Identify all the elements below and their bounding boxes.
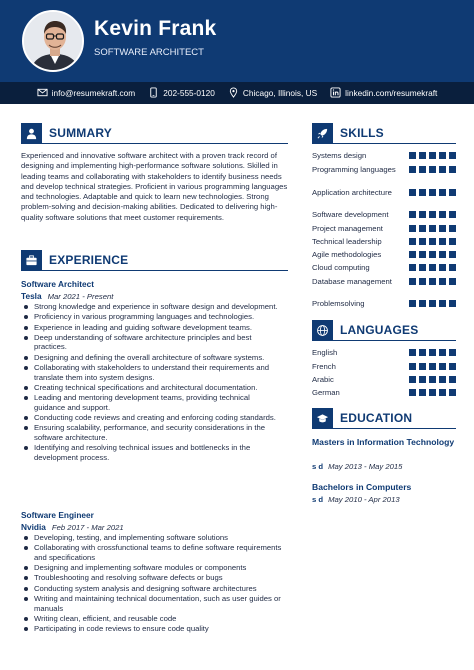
list-item: Leading and mentoring development teams, providing technical guidance and support. — [21, 393, 283, 412]
rating-square — [449, 278, 456, 285]
job-company-line — [21, 291, 113, 301]
skill-row — [312, 299, 456, 309]
rating-square — [449, 211, 456, 218]
linkedin-icon — [330, 87, 341, 100]
rating-square — [449, 300, 456, 307]
job-company: Nvidia — [21, 522, 46, 532]
candidate-name: Kevin Frank — [94, 17, 217, 40]
education-meta — [312, 495, 400, 504]
rating-square — [449, 152, 456, 159]
skill-row — [312, 237, 456, 247]
rating-square — [419, 376, 426, 383]
location-text: Chicago, Illinois, US — [242, 88, 318, 98]
skill-name: Project management — [312, 224, 383, 233]
graduation-cap-icon — [312, 408, 333, 429]
education-school: s d — [312, 495, 324, 504]
location-pin-icon — [228, 87, 239, 100]
job-dates: Mar 2021 - Present — [47, 292, 114, 301]
rating-square — [419, 152, 426, 159]
skill-name: Cloud computing — [312, 263, 370, 272]
rating-square — [419, 166, 426, 173]
rating-square — [439, 363, 446, 370]
rating-square — [419, 278, 426, 285]
job-dates: Feb 2017 - Mar 2021 — [51, 523, 124, 532]
rating-square — [449, 389, 456, 396]
candidate-title: SOFTWARE ARCHITECT — [94, 47, 204, 58]
rating-square — [409, 349, 416, 356]
rating-square — [439, 264, 446, 271]
rating-square — [439, 238, 446, 245]
job-role: Software Architect — [21, 279, 94, 289]
email-icon — [37, 87, 48, 100]
languages-heading — [312, 320, 456, 341]
list-item: Writing and maintaining technical documentation, such as user guides or manuals — [21, 594, 283, 613]
list-item: Conducting code reviews and creating and enforcing coding standards. — [21, 413, 283, 423]
languages-title: LANGUAGES — [340, 323, 419, 337]
rocket-icon — [312, 123, 333, 144]
skill-name: Systems design — [312, 151, 367, 160]
rating-square — [449, 376, 456, 383]
rating-square — [439, 278, 446, 285]
skill-name: Database management — [312, 277, 392, 286]
skill-level-rating — [409, 264, 456, 271]
skill-name: Application architecture — [312, 188, 392, 197]
rating-square — [419, 225, 426, 232]
rating-square — [409, 251, 416, 258]
language-name: German — [312, 388, 340, 397]
rating-square — [419, 251, 426, 258]
education-school: s d — [312, 462, 324, 471]
rating-square — [409, 189, 416, 196]
skill-level-rating — [409, 166, 456, 173]
rating-square — [409, 211, 416, 218]
skill-name: Programming languages — [312, 165, 396, 174]
contact-bar — [0, 82, 474, 104]
experience-title: EXPERIENCE — [49, 253, 129, 267]
rating-square — [419, 211, 426, 218]
language-level-rating — [409, 349, 456, 356]
rating-square — [449, 264, 456, 271]
summary-heading — [21, 123, 288, 144]
contact-linkedin[interactable] — [330, 87, 437, 100]
skill-row — [312, 165, 456, 175]
list-item: Developing, testing, and implementing software solutions — [21, 533, 283, 543]
list-item: Deep understanding of software architecture principles and best practices. — [21, 333, 283, 352]
education-title: EDUCATION — [340, 411, 413, 425]
contact-email[interactable] — [37, 87, 136, 100]
rating-square — [409, 152, 416, 159]
rating-square — [429, 278, 436, 285]
skill-row — [312, 250, 456, 260]
language-name: Arabic — [312, 375, 334, 384]
rating-square — [439, 251, 446, 258]
briefcase-icon — [21, 250, 42, 271]
list-item: Participating in code reviews to ensure code quality — [21, 624, 283, 634]
language-row — [312, 348, 456, 358]
phone-icon — [148, 87, 159, 100]
education-degree: Masters in Information Technology — [312, 437, 455, 447]
rating-square — [429, 166, 436, 173]
rating-square — [409, 278, 416, 285]
rating-square — [419, 300, 426, 307]
language-level-rating — [409, 389, 456, 396]
language-row — [312, 362, 456, 372]
rating-square — [429, 238, 436, 245]
rating-square — [449, 251, 456, 258]
list-item: Troubleshooting and resolving software defects or bugs — [21, 573, 283, 583]
language-level-rating — [409, 363, 456, 370]
skill-name: Agile methodologies — [312, 250, 382, 259]
skill-row — [312, 188, 456, 198]
globe-icon — [312, 320, 333, 341]
skill-level-rating — [409, 189, 456, 196]
skill-level-rating — [409, 225, 456, 232]
education-meta — [312, 462, 402, 471]
rating-square — [419, 389, 426, 396]
experience-heading — [21, 250, 288, 271]
rating-square — [419, 363, 426, 370]
rating-square — [409, 166, 416, 173]
language-name: French — [312, 362, 336, 371]
skill-row — [312, 151, 456, 161]
skill-row — [312, 263, 456, 273]
education-dates: May 2010 - Apr 2013 — [328, 495, 400, 504]
rating-square — [429, 349, 436, 356]
rating-square — [439, 349, 446, 356]
rating-square — [439, 152, 446, 159]
rating-square — [429, 300, 436, 307]
contact-location — [228, 87, 317, 100]
rating-square — [449, 225, 456, 232]
rating-square — [419, 349, 426, 356]
summary-title: SUMMARY — [49, 126, 112, 140]
job-bullets — [21, 302, 283, 463]
rating-square — [449, 363, 456, 370]
list-item: Creating technical specifications and architectural documentation. — [21, 383, 283, 393]
rating-square — [409, 376, 416, 383]
list-item: Ensuring scalability, performance, and security considerations in the software architecture. — [21, 423, 283, 442]
rating-square — [429, 211, 436, 218]
rating-square — [439, 300, 446, 307]
language-row — [312, 388, 456, 398]
linkedin-text: linkedin.com/resumekraft — [345, 88, 438, 98]
list-item: Proficiency in various programming languages and technologies. — [21, 312, 283, 322]
rating-square — [409, 225, 416, 232]
rating-square — [439, 166, 446, 173]
rating-square — [439, 225, 446, 232]
education-heading — [312, 408, 456, 429]
skill-name: Software development — [312, 210, 389, 219]
rating-square — [409, 264, 416, 271]
rating-square — [449, 349, 456, 356]
list-item: Designing and defining the overall architecture of software systems. — [21, 353, 283, 363]
rating-square — [409, 363, 416, 370]
rating-square — [429, 225, 436, 232]
rating-square — [429, 363, 436, 370]
list-item: Writing clean, efficient, and reusable code — [21, 614, 283, 624]
contact-phone[interactable] — [148, 87, 215, 100]
skill-level-rating — [409, 251, 456, 258]
list-item: Strong knowledge and experience in software design and development. — [21, 302, 283, 312]
skill-row — [312, 277, 456, 287]
skill-name: Technical leadership — [312, 237, 382, 246]
summary-text: Experienced and innovative software architect with a proven track record of designing and implementing high-performance software solutions. Skilled in leading teams and collaborating with stakeholders to identify business needs and develop technical strategies. Proficient in various programming languages and technologies. Adaptable and quick to learn new technologies. Strong problem-solving and decision-making abilities. Dedicated to delivering high-quality software solutions that meet customer requirements. — [21, 151, 288, 222]
language-row — [312, 375, 456, 385]
rating-square — [429, 189, 436, 196]
language-level-rating — [409, 376, 456, 383]
phone-text: 202-555-0120 — [163, 88, 215, 98]
profile-photo — [22, 10, 84, 72]
skill-level-rating — [409, 152, 456, 159]
rating-square — [449, 189, 456, 196]
email-text: info@resumekraft.com — [51, 88, 136, 98]
rating-square — [429, 152, 436, 159]
job-company: Tesla — [21, 291, 42, 301]
job-role: Software Engineer — [21, 510, 94, 520]
list-item: Designing and implementing software modules or components — [21, 563, 283, 573]
user-icon — [21, 123, 42, 144]
skill-level-rating — [409, 238, 456, 245]
rating-square — [429, 264, 436, 271]
rating-square — [429, 389, 436, 396]
rating-square — [419, 189, 426, 196]
job-bullets — [21, 533, 283, 634]
job-company-line — [21, 522, 124, 532]
skill-row — [312, 210, 456, 220]
education-dates: May 2013 - May 2015 — [328, 462, 403, 471]
rating-square — [419, 238, 426, 245]
rating-square — [429, 376, 436, 383]
list-item: Experience in leading and guiding software development teams. — [21, 323, 283, 333]
rating-square — [409, 238, 416, 245]
list-item: Identifying and resolving technical issues and bottlenecks in the development process. — [21, 443, 283, 462]
skill-name: Problemsolving — [312, 299, 365, 308]
rating-square — [449, 166, 456, 173]
skill-level-rating — [409, 211, 456, 218]
skill-row — [312, 224, 456, 234]
rating-square — [439, 189, 446, 196]
skill-level-rating — [409, 278, 456, 285]
skills-title: SKILLS — [340, 126, 384, 140]
rating-square — [419, 264, 426, 271]
list-item: Collaborating with stakeholders to understand their requirements and translate them into system designs. — [21, 363, 283, 382]
education-degree: Bachelors in Computers — [312, 482, 412, 492]
rating-square — [409, 389, 416, 396]
list-item: Conducting system analysis and designing software architectures — [21, 584, 283, 594]
skill-level-rating — [409, 300, 456, 307]
rating-square — [429, 251, 436, 258]
rating-square — [409, 300, 416, 307]
rating-square — [449, 238, 456, 245]
rating-square — [439, 389, 446, 396]
language-name: English — [312, 348, 338, 357]
list-item: Collaborating with crossfunctional teams to define software requirements and specifications — [21, 543, 283, 562]
skills-heading — [312, 123, 456, 144]
rating-square — [439, 211, 446, 218]
resume-header — [0, 0, 474, 82]
rating-square — [439, 376, 446, 383]
